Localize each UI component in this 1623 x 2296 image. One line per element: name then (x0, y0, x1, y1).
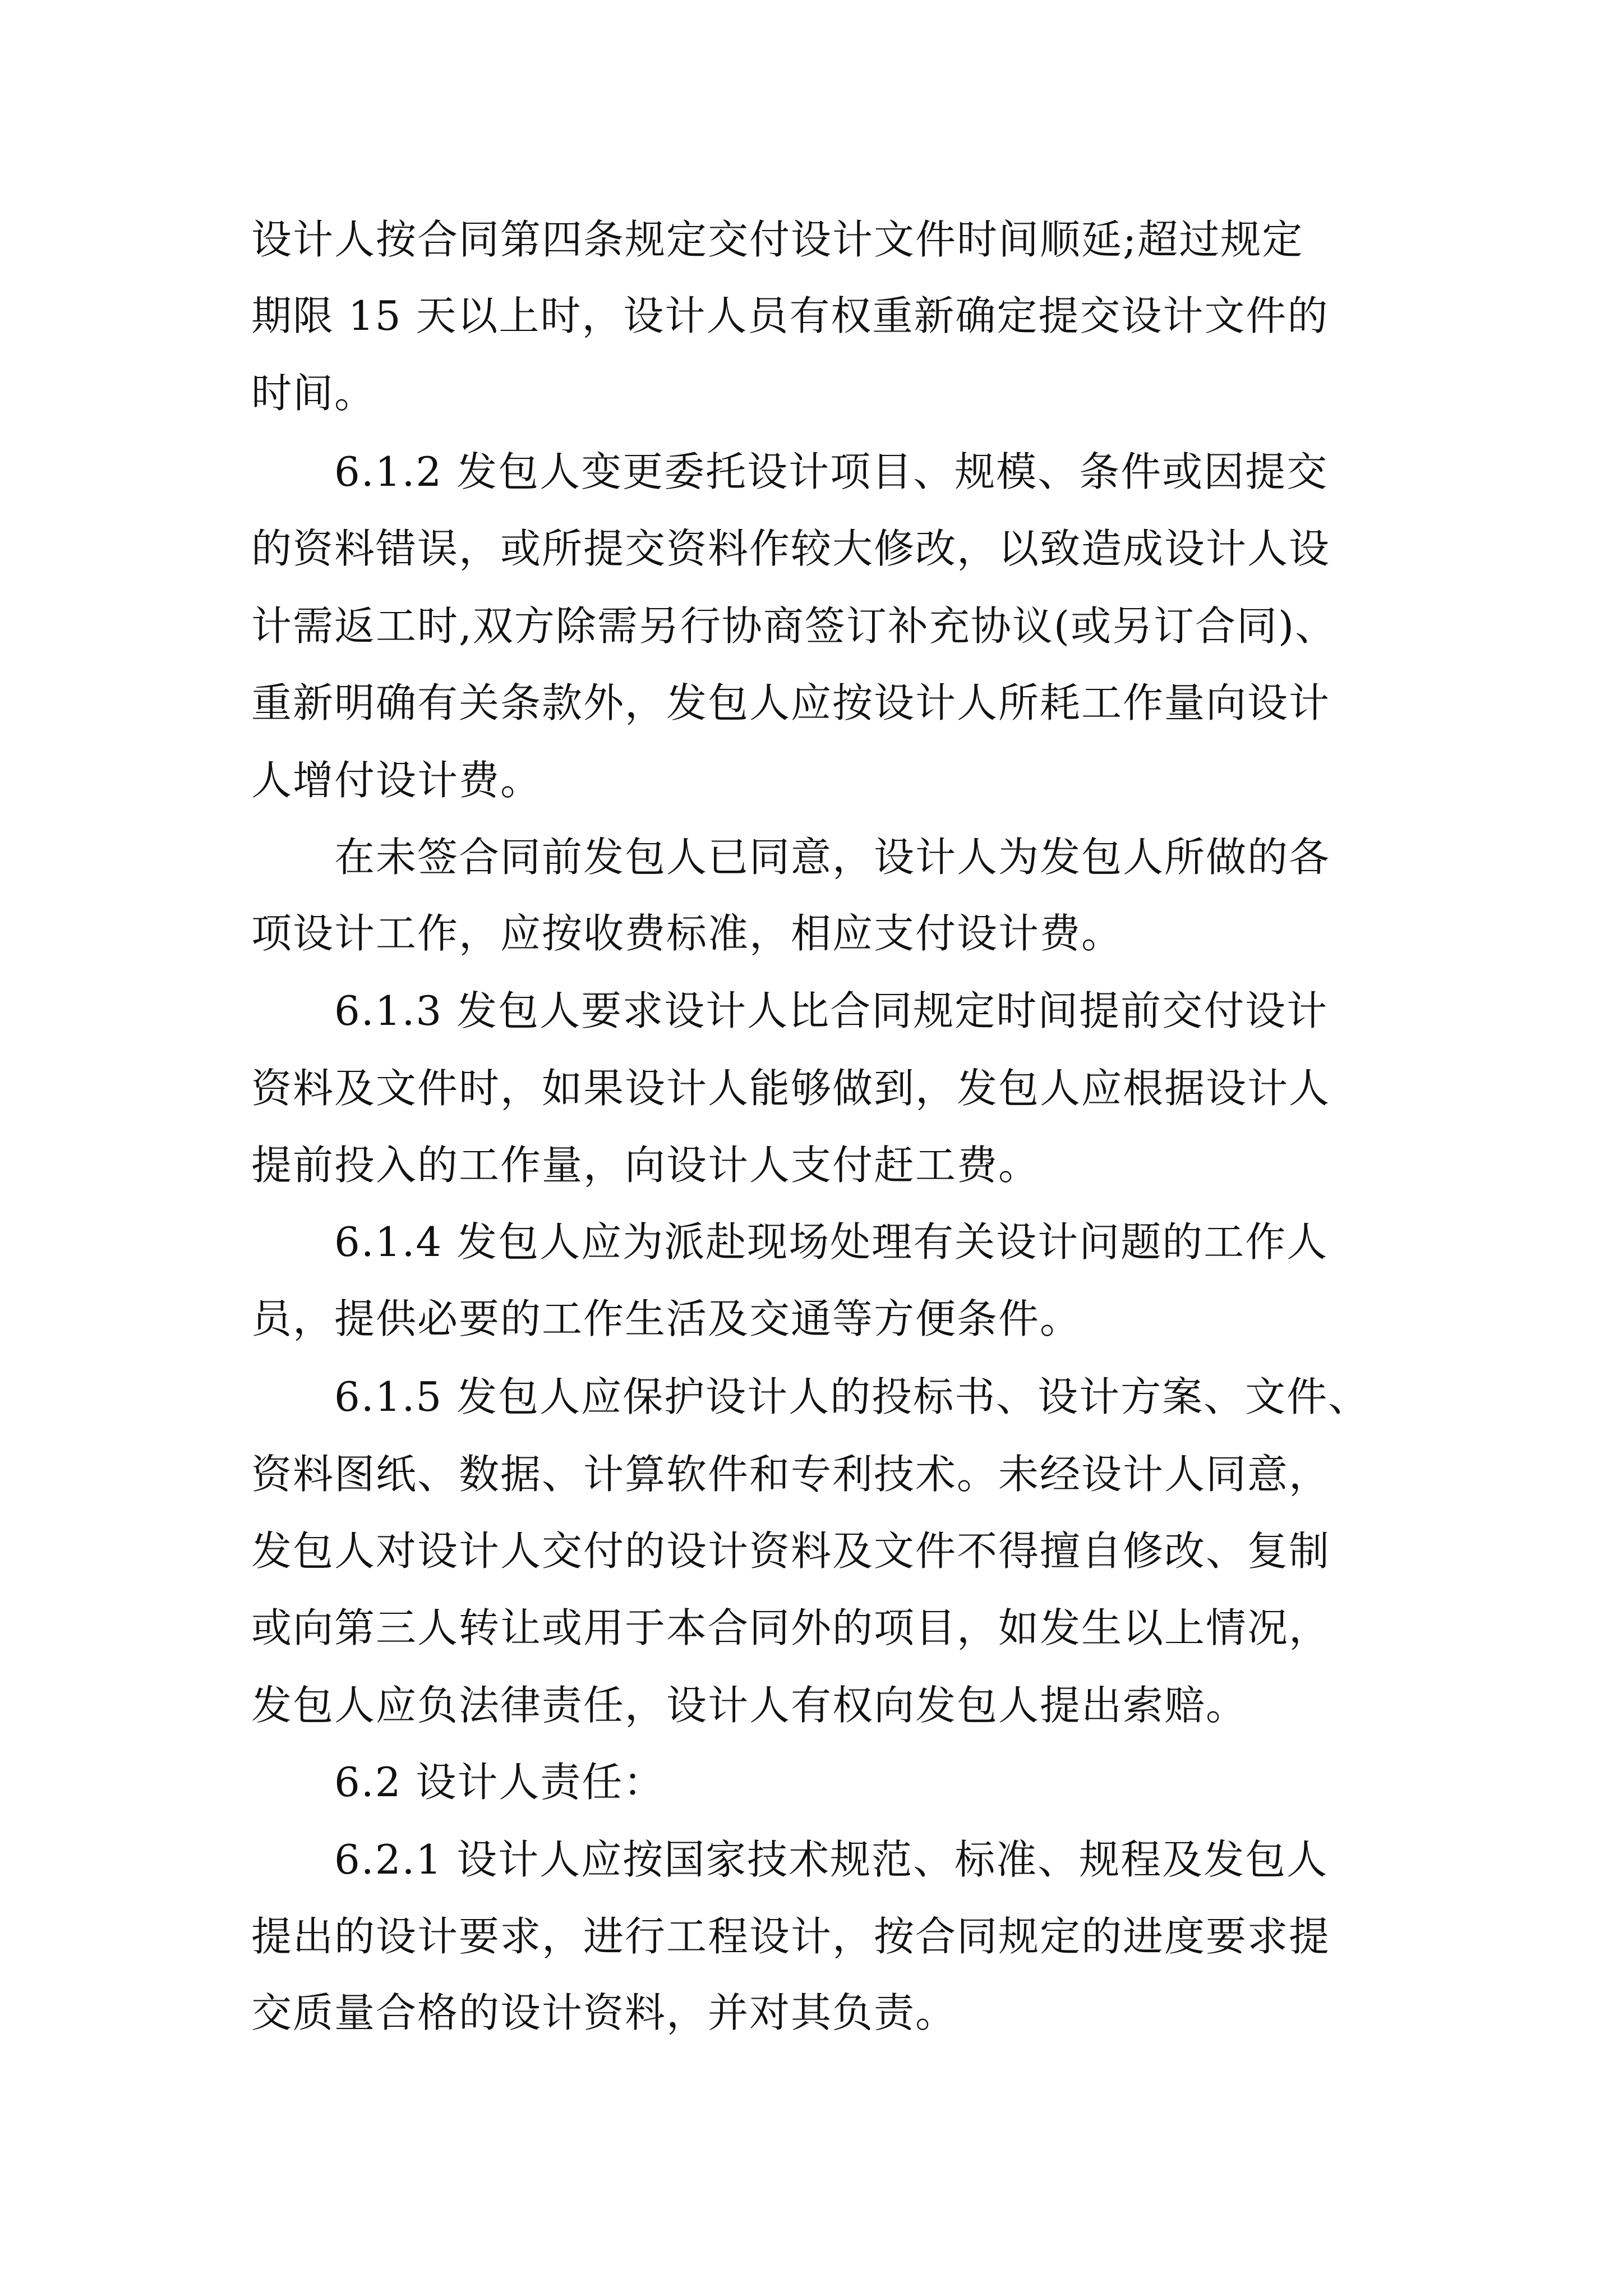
paragraph-6-1-2: 6.1.2 发包人变更委托设计项目、规模、条件或因提交 (334, 448, 1329, 495)
text-line: 提出的设计要求，进行工程设计，按合同规定的进度要求提 (251, 1913, 1331, 1960)
text-line: 交质量合格的设计资料，并对其负责。 (251, 1989, 957, 2036)
paragraph-6-1-5: 6.1.5 发包人应保护设计人的投标书、设计方案、文件、 (334, 1373, 1370, 1420)
text-line: 期限 15 天以上时，设计人员有权重新确定提交设计文件的 (251, 292, 1329, 339)
text-line: 发包人应负法律责任，设计人有权向发包人提出索赔。 (251, 1682, 1248, 1729)
text-line: 人增付设计费。 (251, 757, 542, 804)
text-line: 或向第三人转让或用于本合同外的项目，如发生以上情况， (251, 1604, 1331, 1651)
paragraph-6-1-3: 6.1.3 发包人要求设计人比合同规定时间提前交付设计 (334, 987, 1329, 1034)
text-line: 项设计工作，应按收费标准，相应支付设计费。 (251, 910, 1123, 957)
text-line: 资料及文件时，如果设计人能够做到，发包人应根据设计人 (251, 1065, 1331, 1112)
text-line: 提前投入的工作量，向设计人支付赶工费。 (251, 1142, 1040, 1189)
text-line: 重新明确有关条款外，发包人应按设计人所耗工作量向设计 (251, 679, 1331, 726)
text-line: 资料图纸、数据、计算软件和专利技术。未经设计人同意， (251, 1451, 1331, 1498)
section-6-2-heading: 6.2 设计人责任： (334, 1759, 665, 1806)
text-line: 员，提供必要的工作生活及交通等方便条件。 (251, 1295, 1082, 1342)
paragraph-6-2-1: 6.2.1 设计人应按国家技术规范、标准、规程及发包人 (334, 1836, 1329, 1883)
text-line: 时间。 (251, 370, 376, 417)
paragraph-unsigned-contract: 在未签合同前发包人已同意，设计人为发包人所做的各 (334, 834, 1331, 881)
text-line: 的资料错误，或所提交资料作较大修改，以致造成设计人设 (251, 525, 1331, 572)
text-line: 计需返工时,双方除需另行协商签订补充协议(或另订合同)、 (251, 602, 1337, 650)
text-line: 设计人按合同第四条规定交付设计文件时间顺延;超过规定 (251, 216, 1304, 263)
paragraph-6-1-4: 6.1.4 发包人应为派赴现场处理有关设计问题的工作人 (334, 1218, 1329, 1266)
text-line: 发包人对设计人交付的设计资料及文件不得擅自修改、复制 (251, 1527, 1331, 1575)
